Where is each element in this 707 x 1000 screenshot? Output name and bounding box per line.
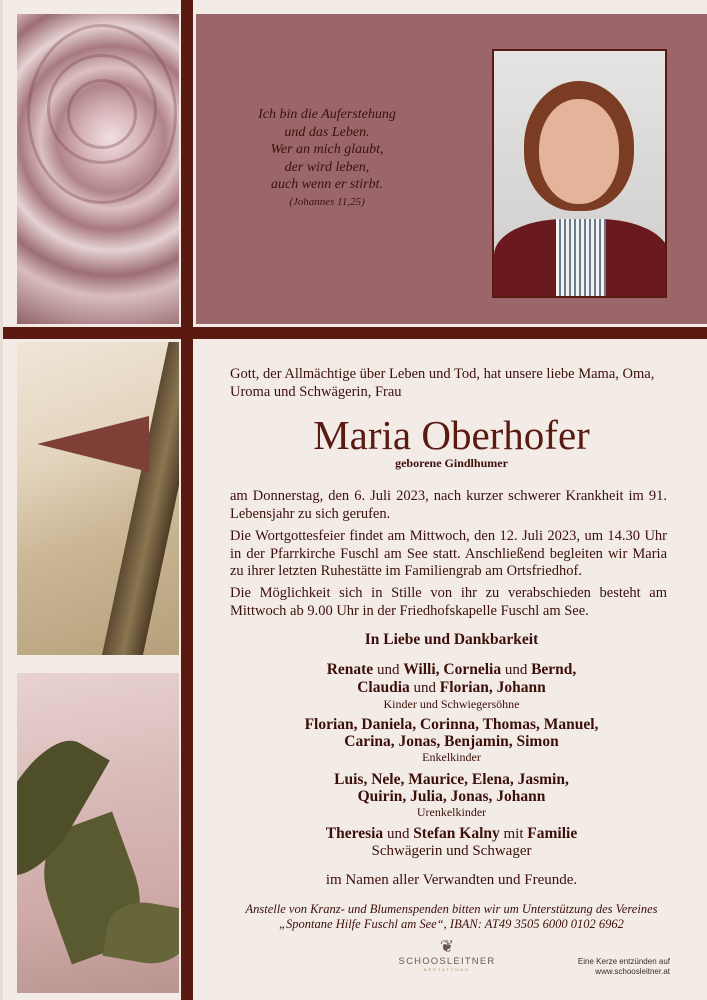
quote-reference: (Johannes 11,25) [289,195,365,208]
rose-bud-image [17,673,179,993]
connector: mit [499,826,528,842]
candle-line: Eine Kerze entzünden auf [577,957,670,966]
gratitude-heading: In Liebe und Dankbarkeit [364,631,539,648]
family-names: Carina, Jonas, Benjamin, Simon [344,733,559,750]
in-laws-group [196,825,707,860]
funeral-home-logo [392,938,502,972]
family-name: Familie [527,825,578,842]
logo-brand: SCHOOSLEITNER [398,956,496,967]
portrait-photo [492,49,667,298]
farewell-paragraph: Die Möglichkeit sich in Stille von ihr zu verabschieden besteht am Mittwoch ab 9.00 Uhr in der Friedhofskapelle Fuschl am See. [230,585,667,619]
family-role: Enkelkinder [422,750,481,764]
connector: und [409,680,440,696]
deceased-name: Maria Oberhofer [313,412,590,458]
quote-line: Ich bin die Auferstehung [258,107,396,122]
death-notice-paragraph: am Donnerstag, den 6. Juli 2023, nach kurzer schwerer Krankheit im 91. Lebensjahr zu sich gerufen. [230,488,667,522]
relatives-line: im Namen aller Verwandten und Freunde. [325,872,578,888]
family-role: Urenkelkinder [416,805,487,819]
family-role: Schwägerin und Schwager [371,843,532,859]
grandchildren-group [196,716,707,765]
quote-line: auch wenn er stirbt. [271,177,383,192]
family-name: Theresia [325,825,384,842]
frame-horizontal-bar [0,327,707,339]
donation-note [196,902,707,932]
donation-line: „Spontane Hilfe Fuschl am See“, IBAN: AT49 3505 6000 0102 6962 [279,917,624,931]
service-paragraph: Die Wortgottesfeier findet am Mittwoch, den 12. Juli 2023, um 14.30 Uhr in der Pfarrkirche Fuschl am See statt. Anschließend begleiten wir Maria zu ihrer letzten Ruhestätte im Familiengrab am Ortsfriedhof. [230,528,667,579]
donation-line: Anstelle von Kranz- und Blumenspenden bitten wir um Unterstützung des Vereines [245,902,658,916]
family-name: Stefan Kalny [413,825,500,842]
quote-line: und das Leben. [284,124,370,140]
intro-text: Gott, der Allmächtige über Leben und Tod, hat unsere liebe Mama, Oma, Uroma und Schwägerin, Frau [230,366,655,400]
rose-image [17,14,179,324]
candle-note [560,957,670,977]
family-name: Bernd, [531,661,577,678]
family-names: Quirin, Julia, Jonas, Johann [357,788,546,805]
bible-quote [232,106,422,211]
connector: und [383,826,414,842]
frame-vertical-bar [181,0,193,1000]
family-names: Florian, Daniela, Corinna, Thomas, Manuel, [304,716,599,733]
quote-line: der wird leben, [284,159,370,175]
family-name: Florian, Johann [439,679,546,696]
family-name: Renate [326,661,374,678]
great-grandchildren-group [196,771,707,820]
children-group [196,661,707,712]
candle-link[interactable]: www.schoosleitner.at [595,967,670,976]
quote-line: Wer an mich glaubt, [270,142,384,157]
thorn-image [17,342,179,655]
connector: und [501,662,532,678]
logo-subtitle: BESTATTUNG [423,967,471,972]
connector: und [373,662,404,678]
frame-left-edge [0,0,3,1000]
family-role: Kinder und Schwiegersöhne [383,697,520,711]
maiden-name: geborene Gindlhumer [395,456,508,470]
family-name: Willi, Cornelia [403,661,502,678]
rose-logo-icon: ❦ [439,937,455,956]
family-names: Luis, Nele, Maurice, Elena, Jasmin, [334,771,569,788]
family-name: Claudia [357,679,410,696]
